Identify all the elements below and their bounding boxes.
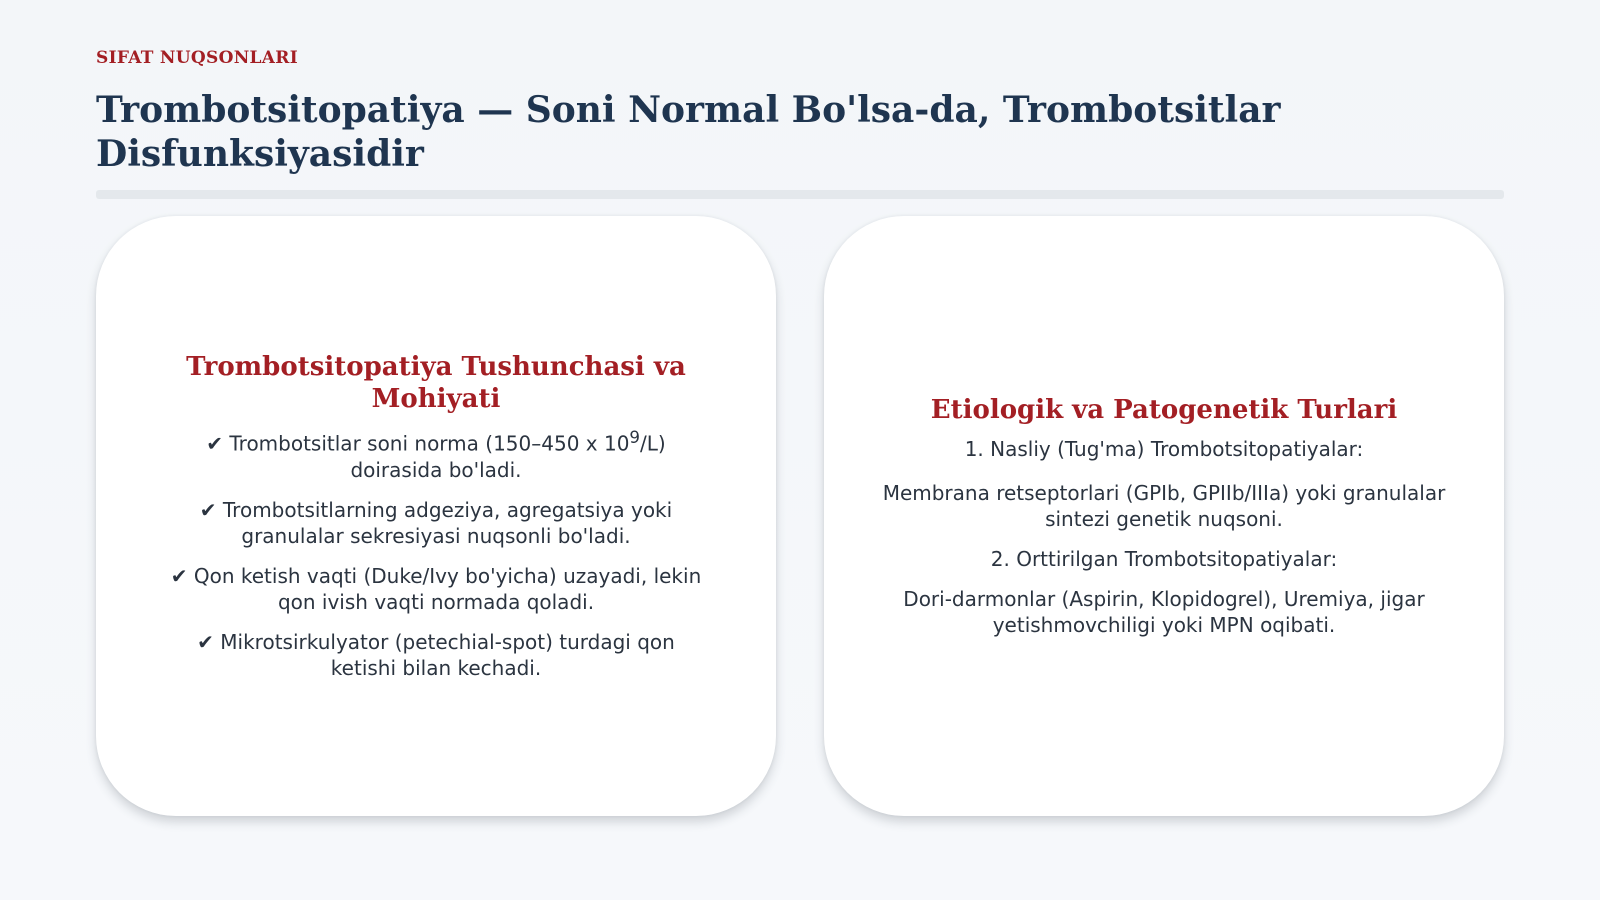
concept-card-heading: Trombotsitopatiya Tushunchasi va Mohiyati — [186, 352, 686, 415]
exponent: 9 — [629, 428, 641, 448]
concept-bullet-list — [152, 425, 720, 681]
list-item: ✔ Trombotsitlarning adgeziya, agregatsiya yoki granulalar sekresiyasi nuqsonli bo'ladi. — [199, 497, 673, 548]
etiology-card-heading: Etiologik va Patogenetik Turlari — [930, 395, 1398, 425]
title-divider — [96, 190, 1504, 199]
acquired-title: 2. Orttirilgan Trombotsitopatiyalar: — [990, 547, 1338, 571]
list-item — [152, 425, 720, 483]
hereditary-text: Membrana retseptorlari (GPIb, GPIIb/IIIa) yoki granulalar sintezi genetik nuqsoni. — [882, 481, 1446, 531]
bullet-text-continued: /L) doirasida bo'ladi. — [350, 431, 666, 482]
acquired-text: Dori-darmonlar (Aspirin, Klopidogrel), Uremiya, jigar yetishmovchiligi yoki MPN oqibati. — [903, 587, 1425, 637]
list-item: ✔ Qon ketish vaqti (Duke/Ivy bo'yicha) uzayadi, lekin qon ivish vaqti normada qoladi. — [170, 563, 702, 614]
page-title: Trombotsitopatiya — Soni Normal Bo'lsa-da, Trombotsitlar Disfunksiyasidir — [96, 89, 1281, 175]
etiology-card — [824, 216, 1504, 816]
section-eyebrow: SIFAT NUQSONLARI — [96, 48, 298, 68]
bullet-text: ✔ Trombotsitlar soni norma (150–450 x 10 — [206, 431, 630, 456]
concept-card — [96, 216, 776, 816]
list-item: ✔ Mikrotsirkulyator (petechial-spot) turdagi qon ketishi bilan kechadi. — [197, 629, 675, 680]
hereditary-title: 1. Nasliy (Tug'ma) Trombotsitopatiyalar: — [964, 437, 1364, 461]
